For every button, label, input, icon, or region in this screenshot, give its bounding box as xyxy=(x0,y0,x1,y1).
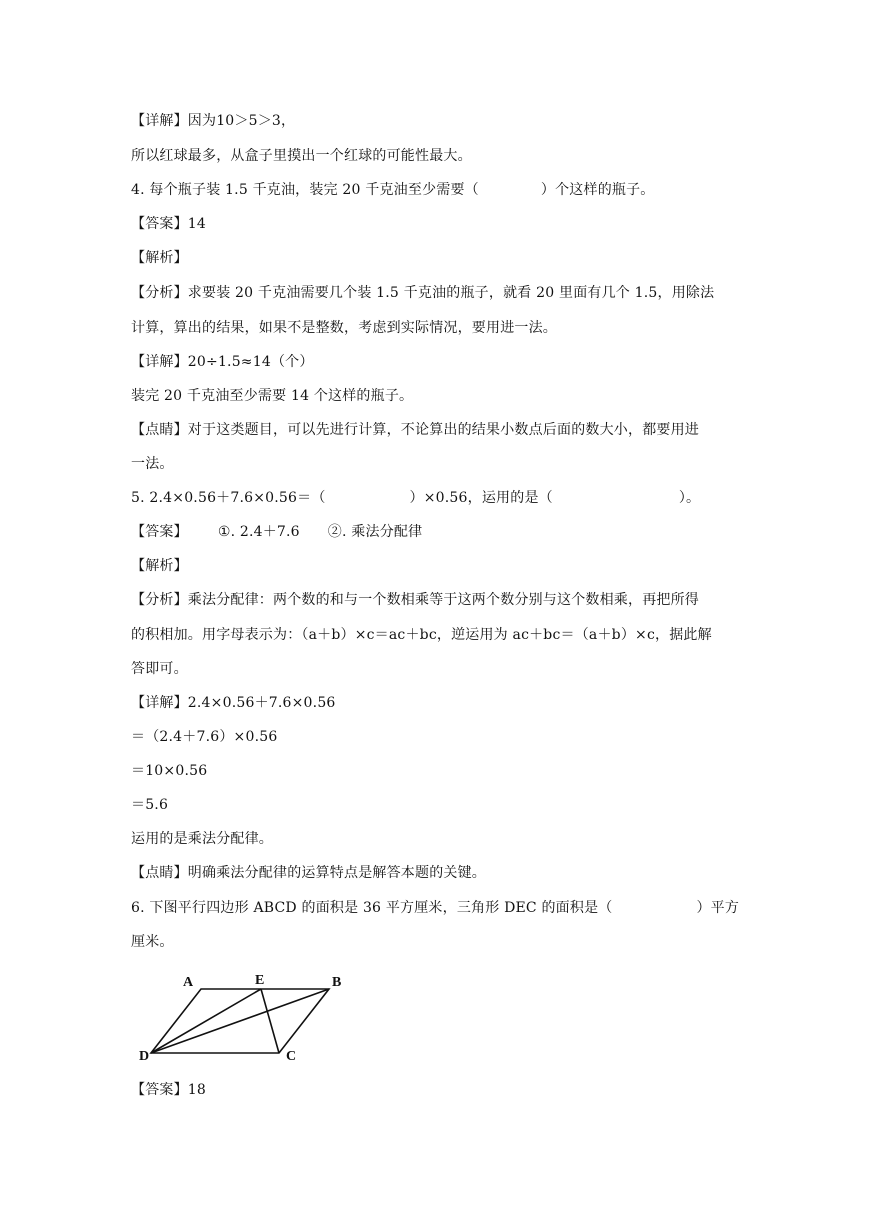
analysis-text: 的积相加。用字母表示为：（a＋b）×c＝ac＋bc，逆运用为 ac＋bc＝（a＋b）×c，据此解 xyxy=(131,627,712,643)
question-6-text: 6. 下图平行四边形 ABCD 的面积是 36 平方厘米，三角形 DEC 的面积是（ xyxy=(131,900,613,916)
question-5-text: 5. 2.4×0.56＋7.6×0.56＝（ xyxy=(131,490,326,506)
analysis-text: 【分析】乘法分配律：两个数的和与一个数相乘等于这两个数分别与这个数相乘，再把所得 xyxy=(131,592,699,608)
question-6 xyxy=(131,898,739,918)
answer-part-1: ①. 2.4＋7.6 xyxy=(217,524,300,540)
detail-text: 【详解】20÷1.5≈14（个） xyxy=(131,354,314,370)
question-5 xyxy=(131,488,700,508)
label-c: C xyxy=(286,1049,297,1064)
text-line: 【详解】因为10＞5＞3， xyxy=(131,113,296,129)
detail-text: ＝5.6 xyxy=(131,797,169,813)
question-6-text-end: ）平方 xyxy=(696,900,740,916)
analysis-text: 【分析】求要装 20 千克油需要几个装 1.5 千克油的瓶子，就看 20 里面有几个 1.5，用除法 xyxy=(131,285,715,301)
detail-text: ＝（2.4＋7.6）×0.56 xyxy=(131,729,278,745)
label-d: D xyxy=(139,1049,150,1064)
answer-label: 【答案】 xyxy=(131,524,188,540)
analysis-text: 计算，算出的结果，如果不是整数，考虑到实际情况，要用进一法。 xyxy=(131,320,557,336)
segment-ec xyxy=(261,989,279,1053)
answer-line: 【答案】18 xyxy=(131,1082,207,1098)
detail-text: 运用的是乘法分配律。 xyxy=(131,831,273,847)
analysis-text: 答即可。 xyxy=(131,661,188,677)
answer-part-2: ②. 乘法分配律 xyxy=(327,524,423,540)
tip-text: 一法。 xyxy=(131,456,174,472)
question-4-text: 4. 每个瓶子装 1.5 千克油，装完 20 千克油至少需要（ xyxy=(131,182,479,198)
analysis-heading: 【解析】 xyxy=(131,558,188,574)
detail-text: 【详解】2.4×0.56＋7.6×0.56 xyxy=(131,695,336,711)
tip-text: 【点睛】明确乘法分配律的运算特点是解答本题的关键。 xyxy=(131,865,486,881)
segment-de xyxy=(151,989,261,1053)
answer-line xyxy=(131,522,422,542)
question-6-continued: 厘米。 xyxy=(131,934,174,950)
label-a: A xyxy=(183,975,194,990)
segment-db xyxy=(151,989,329,1053)
tip-text: 【点睛】对于这类题目，可以先进行计算，不论算出的结果小数点后面的数大小，都要用进 xyxy=(131,422,699,438)
parallelogram-figure xyxy=(134,966,364,1070)
detail-text: ＝10×0.56 xyxy=(131,763,208,779)
detail-text: 装完 20 千克油至少需要 14 个这样的瓶子。 xyxy=(131,388,414,404)
label-e: E xyxy=(255,973,265,988)
question-4 xyxy=(131,180,655,200)
answer-line: 【答案】14 xyxy=(131,216,207,232)
question-5-text-end: ）。 xyxy=(678,490,701,506)
question-4-text-end: ）个这样的瓶子。 xyxy=(540,182,655,198)
label-b: B xyxy=(332,975,342,990)
text-line: 所以红球最多，从盒子里摸出一个红球的可能性最大。 xyxy=(131,148,472,164)
analysis-heading: 【解析】 xyxy=(131,250,188,266)
question-5-text-mid: ）×0.56，运用的是（ xyxy=(409,490,553,506)
